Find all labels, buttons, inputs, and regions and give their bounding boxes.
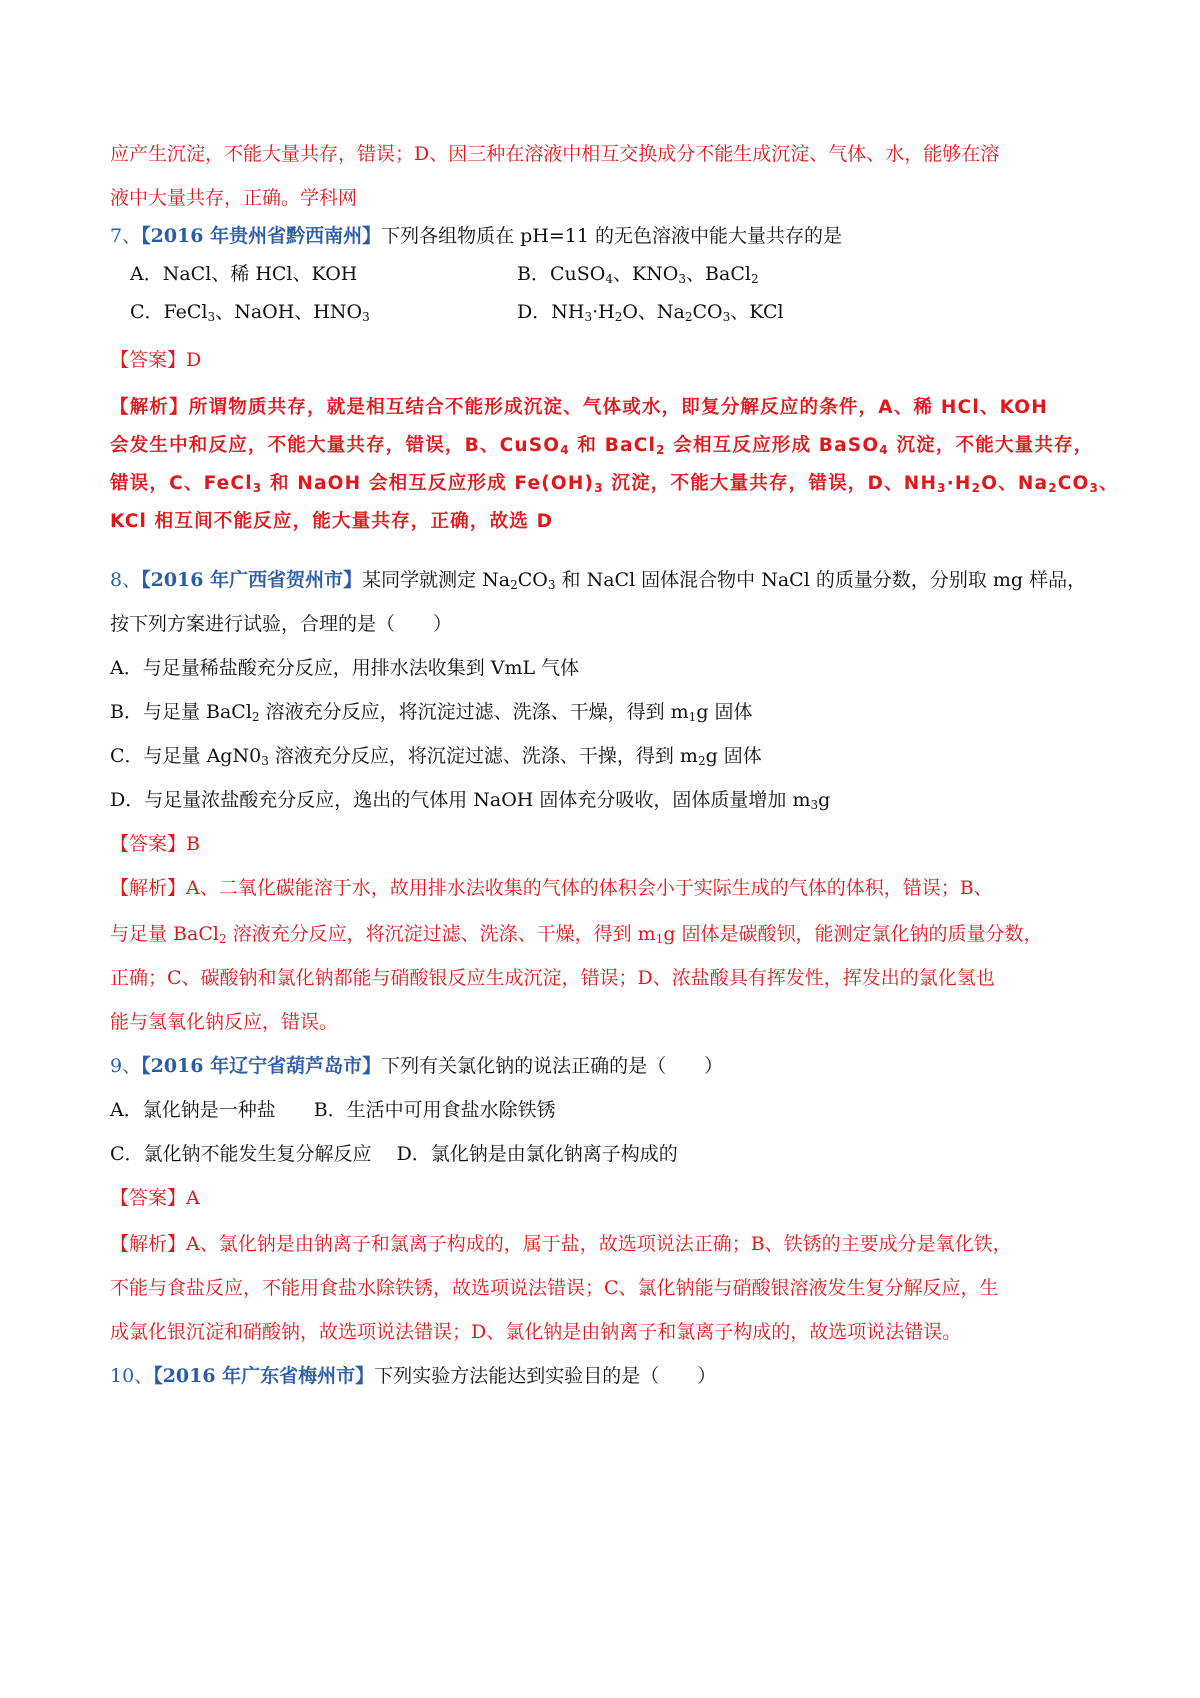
q7-option-c: C．FeCl$_3$、NaOH、$HNO_3$ [130, 301, 370, 324]
q8-explanation-4: 能与氢氧化钠反应，错误。 [110, 1011, 339, 1033]
q7-explanation-1: 【解析】所谓物质共存，就是相互结合不能形成沉淀、气体或水，即复分解反应的条件，A、稀 HCl、KOH [110, 397, 1048, 418]
q8-number: 8、 [110, 569, 142, 591]
q7-number: 7、 [110, 225, 142, 247]
q9-explanation-3: 成氯化银沉淀和硝酸钠，故选项说法错误；D、氯化钠是由钠离子和氯离子构成的，故选项说法错误。 [110, 1321, 962, 1343]
intro-line-2: 液中大量共存，正确。学科网 [110, 187, 358, 209]
q7-explanation-3: 错误，C、FeCl$_3$ 和 NaOH 会相互反应形成 $Fe(OH)_3$ 沉淀，不能大量共存，错误，D、$NH_3\cdot H_2O$、$Na_2CO_3$、 [110, 473, 1119, 495]
q9-answer: 【答案】A [110, 1187, 200, 1209]
q8-source: 【2016 年广西省贺州市】 [141, 569, 363, 591]
q7-option-d: D．$NH_3\cdot H_2O$、$Na_2CO_3$、KCl [517, 301, 784, 324]
q8-explanation-2: 与足量 BaCl$_2$ 溶液充分反应，将沉淀过滤、洗涤、干燥，得到 $m_1g$ 固体是碳酸钡，能测定氯化钠的质量分数， [110, 923, 1043, 946]
q10-source: 【2016 年广东省梅州市】 [153, 1365, 375, 1387]
q8-explanation-1: 【解析】A、二氧化碳能溶于水，故用排水法收集的气体的体积会小于实际生成的气体的体积，错误；B、 [110, 877, 993, 899]
q8-stem-line-2: 按下列方案进行试验，合理的是（ ） [110, 613, 453, 635]
q7-explanation-2: 会发生中和反应，不能大量共存，错误，B、CuSO$_4$ 和 BaCl$_2$ 会相互反应形成 BaSO$_4$ 沉淀，不能大量共存， [110, 435, 1094, 457]
q9-stem-line: 9、【2016 年辽宁省葫芦岛市】下列有关氯化钠的说法正确的是（ ） [110, 1055, 724, 1077]
q10-number: 10、 [110, 1365, 154, 1387]
q8-stem-line-1: 8、【2016 年广西省贺州市】某同学就测定 $Na_2CO_3$ 和 NaCl 固体混合物中 NaCl 的质量分数，分别取 mg 样品， [110, 569, 1087, 592]
q9-number: 9、 [110, 1055, 142, 1077]
q8-option-d: D．与足量浓盐酸充分反应，逸出的气体用 NaOH 固体充分吸收，固体质量增加 $m_3g$ [110, 789, 831, 812]
q9-source: 【2016 年辽宁省葫芦岛市】 [141, 1055, 382, 1077]
q9-explanation-1: 【解析】A、氯化钠是由钠离子和氯离子构成的，属于盐，故选项说法正确；B、铁锈的主要成分是氧化铁， [110, 1233, 1012, 1255]
q10-stem-line: 10、【2016 年广东省梅州市】下列实验方法能达到实验目的是（ ） [110, 1365, 717, 1387]
q8-explanation-3: 正确；C、碳酸钠和氯化钠都能与硝酸银反应生成沉淀，错误；D、浓盐酸具有挥发性，挥发出的氯化氢也 [110, 967, 995, 989]
intro-line-1: 应产生沉淀，不能大量共存，错误；D、因三种在溶液中相互交换成分不能生成沉淀、气体、水，能够在溶 [110, 143, 1000, 165]
q7-answer: 【答案】D [110, 349, 202, 371]
q8-option-a: A．与足量稀盐酸充分反应，用排水法收集到 VmL 气体 [110, 657, 580, 679]
q7-option-b: B．CuSO$_4$、$KNO_3$、BaCl$_2$ [517, 263, 759, 286]
q9-options-ab: A．氯化钠是一种盐 B．生活中可用食盐水除铁锈 [110, 1099, 556, 1121]
q7-stem-line [110, 222, 842, 250]
q7-option-a: A．NaCl、稀 HCl、KOH [130, 263, 358, 285]
q9-explanation-2: 不能与食盐反应，不能用食盐水除铁锈，故选项说法错误；C、氯化钠能与硝酸银溶液发生复分解反应，生 [110, 1277, 999, 1299]
q7-stem: 下列各组物质在 pH=11 的无色溶液中能大量共存的是 [381, 225, 843, 247]
q7-source: 【2016 年贵州省黔西南州】 [141, 225, 382, 247]
q7-explanation-4: KCl 相互间不能反应，能大量共存，正确，故选 D [110, 511, 554, 532]
q8-answer: 【答案】B [110, 833, 200, 855]
q8-option-b: B．与足量 BaCl$_2$ 溶液充分反应，将沉淀过滤、洗涤、干燥，得到 $m_1g$ 固体 [110, 701, 753, 724]
q9-options-cd: C．氯化钠不能发生复分解反应 D．氯化钠是由氯化钠离子构成的 [110, 1143, 678, 1165]
q8-option-c: C．与足量 $AgN0_3$ 溶液充分反应，将沉淀过滤、洗涤、干操，得到 $m_2g$ 固体 [110, 745, 762, 768]
